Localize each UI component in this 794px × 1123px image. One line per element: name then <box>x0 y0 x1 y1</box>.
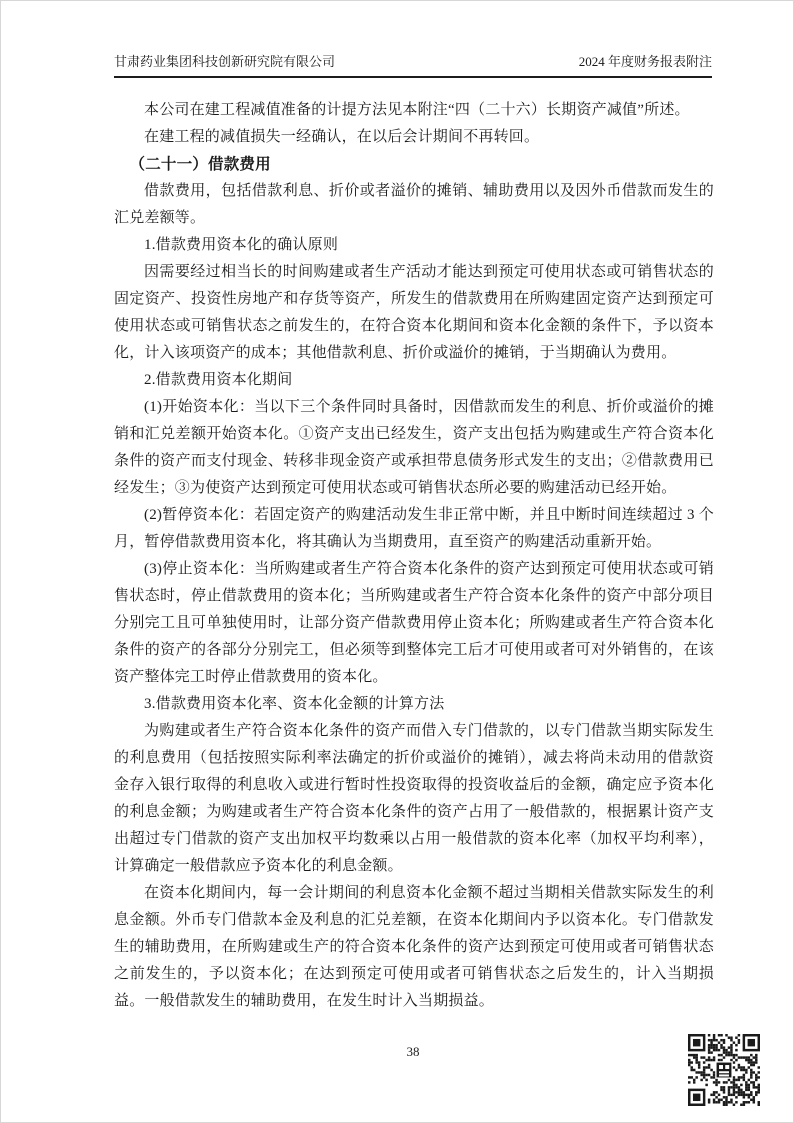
header-company-name: 甘肃药业集团科技创新研究院有限公司 <box>114 54 336 69</box>
page-number: 38 <box>406 1044 420 1059</box>
paragraph: 2.借款费用资本化期间 <box>144 372 293 388</box>
paragraph: 在资本化期间内，每一会计期间的利息资本化金额不超过当期相关借款实际发生的利息金额。外币专门借款本金及利息的汇兑差额，在资本化期间内予以资本化。专门借款发生的辅助费用，在所购建或生产的符合资本化条件的资产达到预定可使用或者可销售状态之前发生的，予以资本化；在达到预定可使用或者可销售状态之后发生的，计入当期损益。一般借款发生的辅助费用，在发生时计入当期损益。 <box>114 885 714 1009</box>
paragraph: (2)暂停资本化：若固定资产的购建活动发生非正常中断，并且中断时间连续超过 3 个月，暂停借款费用资本化，将其确认为当期费用，直至资产的购建活动重新开始。 <box>114 507 714 550</box>
qr-code-icon <box>688 1034 760 1106</box>
paragraph: 1.借款费用资本化的确认原则 <box>144 237 339 253</box>
document-body <box>114 78 714 1015</box>
paragraph: (1)开始资本化：当以下三个条件同时具备时，因借款而发生的利息、折价或溢价的摊销和汇兑差额开始资本化。①资产支出已经发生，资产支出包括为购建或生产符合资本化条件的资产而支付现金、转移非现金资产或承担带息债务形式发生的支出；②借款费用已经发生；③为使资产达到预定可使用状态或可销售状态所必要的购建活动已经开始。 <box>114 399 714 496</box>
section-heading: （二十一）借款费用 <box>129 156 271 173</box>
paragraph: (3)停止资本化：当所购建或者生产符合资本化条件的资产达到预定可使用状态或可销售状态时，停止借款费用的资本化；当所购建或者生产符合资本化条件的资产中部分项目分别完工且可单独使用时，让部分资产借款费用停止资本化；所购建或者生产符合资本化条件的资产的各部分分别完工，但必须等到整体完工后才可使用或者可对外销售的，在该资产整体完工时停止借款费用的资本化。 <box>114 561 714 685</box>
page-header <box>114 1 712 78</box>
paragraph: 为购建或者生产符合资本化条件的资产而借入专门借款的，以专门借款当期实际发生的利息费用（包括按照实际利率法确定的折价或溢价的摊销），减去将尚未动用的借款资金存入银行取得的利息收入或进行暂时性投资取得的投资收益后的金额，确定应予资本化的利息金额；为购建或者生产符合资本化条件的资产占用了一般借款的，根据累计资产支出超过专门借款的资产支出加权平均数乘以占用一般借款的资本化率（加权平均利率），计算确定一般借款应予资本化的利息金额。 <box>114 723 714 874</box>
paragraph: 因需要经过相当长的时间购建或者生产活动才能达到预定可使用状态或可销售状态的固定资产、投资性房地产和存货等资产，所发生的借款费用在所购建固定资产达到预定可使用状态或可销售状态之前发生的，在符合资本化期间和资本化金额的条件下，予以资本化，计入该项资产的成本；其他借款利息、折价或溢价的摊销，于当期确认为费用。 <box>114 264 714 361</box>
paragraph: 3.借款费用资本化率、资本化金额的计算方法 <box>144 696 445 712</box>
paragraph: 本公司在建工程减值准备的计提方法见本附注“四（二十六）长期资产减值”所述。 <box>144 102 690 118</box>
header-doc-title: 2024 年度财务报表附注 <box>578 54 712 69</box>
paragraph: 借款费用，包括借款利息、折价或者溢价的摊销、辅助费用以及因外币借款而发生的汇兑差额等。 <box>114 183 714 226</box>
paragraph: 在建工程的减值损失一经确认，在以后会计期间不再转回。 <box>144 129 540 145</box>
